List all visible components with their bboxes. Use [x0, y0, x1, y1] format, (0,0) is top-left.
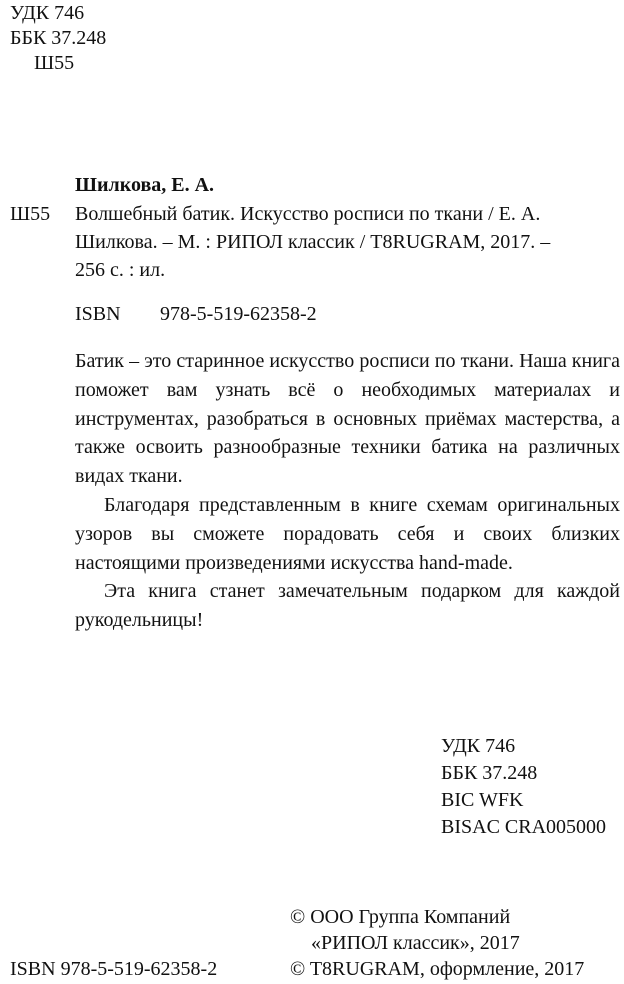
annotation: [75, 347, 620, 635]
udk-code: УДК 746: [441, 735, 516, 757]
author-mark: Ш55: [34, 52, 75, 74]
card-author-mark: Ш55: [10, 203, 51, 225]
copyright-line: © ООО Группа Компаний: [290, 906, 511, 928]
isbn-number: 978-5-519-62358-2: [160, 303, 317, 325]
author-heading: Шилкова, Е. А.: [75, 174, 215, 196]
bibliographic-line: Шилкова. – М. : РИПОЛ классик / T8RUGRAM, 2017. –: [75, 231, 551, 253]
annotation-paragraph: Эта книга станет замечательным подарком для каждой рукодельницы!: [75, 580, 620, 632]
annotation-paragraph: Батик – это старинное искусство росписи по ткани. Наша книга поможет вам узнать всё о необходимых материалах и инструментах, разобраться в основных приёмах мастерства, а также освоить разнообразные техники батика на различных видах ткани.: [75, 350, 620, 488]
bibliographic-line: 256 с. : ил.: [75, 259, 166, 281]
copyright-block: [290, 904, 584, 982]
copyright-line: «РИПОЛ классик», 2017: [311, 932, 520, 954]
isbn-footer: ISBN 978-5-519-62358-2: [10, 958, 218, 980]
bbk-code: ББК 37.248: [10, 27, 107, 49]
isbn-label: ISBN: [75, 303, 121, 325]
annotation-paragraph: Благодаря представленным в книге схемам оригинальных узоров вы сможете порадовать себя и своих близких настоящими произведениями искусства hand-made.: [75, 493, 620, 574]
udk-code: УДК 746: [10, 2, 85, 24]
bbk-code: ББК 37.248: [441, 762, 538, 784]
bic-code: BIC WFK: [441, 789, 524, 811]
copyright-line: © T8RUGRAM, оформление, 2017: [290, 958, 585, 980]
bisac-code: BISAC CRA005000: [441, 816, 607, 838]
classification-block: [441, 733, 606, 841]
bibliographic-line: Волшебный батик. Искусство росписи по ткани / Е. А.: [75, 203, 541, 225]
